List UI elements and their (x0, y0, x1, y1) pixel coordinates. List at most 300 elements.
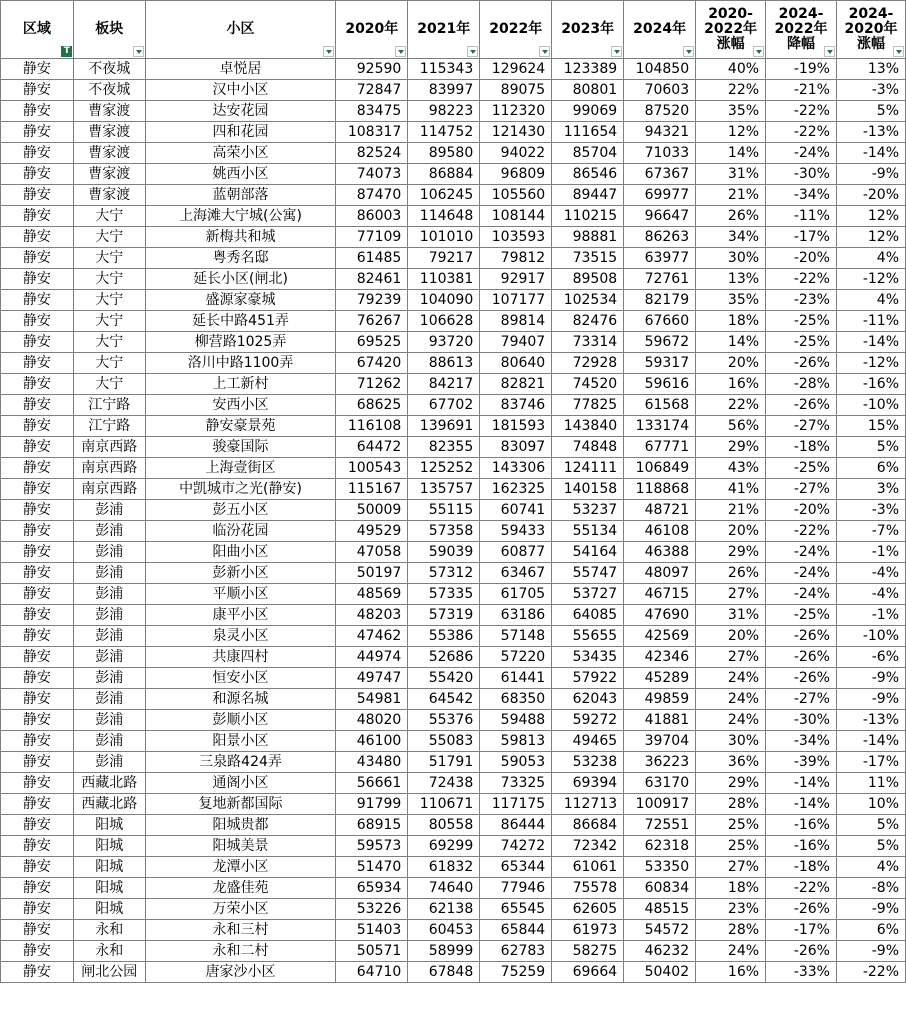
cell-y2022[interactable]: 105560 (480, 185, 552, 206)
filter-dropdown-icon[interactable] (323, 46, 334, 57)
cell-chg-2020-2022[interactable]: 21% (696, 500, 766, 521)
cell-community[interactable]: 阳城贵都 (145, 815, 336, 836)
cell-chg-2024-2022[interactable]: -19% (766, 59, 837, 80)
cell-sector[interactable]: 大宁 (73, 374, 145, 395)
cell-chg-2020-2022[interactable]: 25% (696, 815, 766, 836)
cell-y2021[interactable]: 80558 (408, 815, 480, 836)
cell-y2024[interactable]: 133174 (624, 416, 696, 437)
cell-y2020[interactable]: 91799 (336, 794, 408, 815)
cell-y2020[interactable]: 116108 (336, 416, 408, 437)
cell-chg-2024-2020[interactable]: -1% (836, 605, 905, 626)
cell-sector[interactable]: 曹家渡 (73, 185, 145, 206)
cell-chg-2020-2022[interactable]: 26% (696, 206, 766, 227)
cell-y2022[interactable]: 57220 (480, 647, 552, 668)
cell-chg-2024-2022[interactable]: -25% (766, 311, 837, 332)
filter-dropdown-icon[interactable] (893, 46, 904, 57)
cell-y2020[interactable]: 49529 (336, 521, 408, 542)
filter-dropdown-icon[interactable] (467, 46, 478, 57)
cell-y2021[interactable]: 55386 (408, 626, 480, 647)
cell-y2024[interactable]: 70603 (624, 80, 696, 101)
cell-y2024[interactable]: 67367 (624, 164, 696, 185)
cell-chg-2024-2022[interactable]: -14% (766, 794, 837, 815)
cell-y2023[interactable]: 89447 (552, 185, 624, 206)
cell-sector[interactable]: 彭浦 (73, 542, 145, 563)
cell-y2023[interactable]: 82476 (552, 311, 624, 332)
cell-y2022[interactable]: 117175 (480, 794, 552, 815)
cell-chg-2024-2022[interactable]: -28% (766, 374, 837, 395)
cell-chg-2024-2020[interactable]: -14% (836, 731, 905, 752)
cell-y2022[interactable]: 73325 (480, 773, 552, 794)
cell-community[interactable]: 龙盛佳苑 (145, 878, 336, 899)
cell-chg-2020-2022[interactable]: 25% (696, 836, 766, 857)
cell-district[interactable]: 静安 (1, 164, 74, 185)
cell-y2022[interactable]: 89075 (480, 80, 552, 101)
cell-y2020[interactable]: 74073 (336, 164, 408, 185)
cell-chg-2020-2022[interactable]: 35% (696, 290, 766, 311)
cell-y2023[interactable]: 123389 (552, 59, 624, 80)
cell-y2023[interactable]: 59272 (552, 710, 624, 731)
cell-sector[interactable]: 阳城 (73, 836, 145, 857)
cell-sector[interactable]: 曹家渡 (73, 122, 145, 143)
cell-y2020[interactable]: 49747 (336, 668, 408, 689)
cell-chg-2024-2022[interactable]: -23% (766, 290, 837, 311)
cell-y2020[interactable]: 92590 (336, 59, 408, 80)
cell-district[interactable]: 静安 (1, 500, 74, 521)
cell-chg-2024-2020[interactable]: 12% (836, 227, 905, 248)
cell-y2022[interactable]: 68350 (480, 689, 552, 710)
cell-district[interactable]: 静安 (1, 479, 74, 500)
filter-dropdown-icon[interactable] (824, 46, 835, 57)
cell-y2023[interactable]: 61061 (552, 857, 624, 878)
cell-chg-2020-2022[interactable]: 26% (696, 563, 766, 584)
cell-district[interactable]: 静安 (1, 206, 74, 227)
cell-chg-2024-2020[interactable]: 12% (836, 206, 905, 227)
cell-chg-2024-2022[interactable]: -22% (766, 521, 837, 542)
cell-sector[interactable]: 大宁 (73, 332, 145, 353)
cell-chg-2024-2020[interactable]: -14% (836, 332, 905, 353)
cell-chg-2024-2022[interactable]: -18% (766, 857, 837, 878)
cell-y2022[interactable]: 74272 (480, 836, 552, 857)
cell-district[interactable]: 静安 (1, 962, 74, 983)
cell-chg-2024-2020[interactable]: 3% (836, 479, 905, 500)
cell-y2023[interactable]: 55134 (552, 521, 624, 542)
cell-y2020[interactable]: 68915 (336, 815, 408, 836)
cell-y2020[interactable]: 82461 (336, 269, 408, 290)
cell-y2021[interactable]: 88613 (408, 353, 480, 374)
cell-sector[interactable]: 不夜城 (73, 80, 145, 101)
cell-district[interactable]: 静安 (1, 752, 74, 773)
cell-y2023[interactable]: 58275 (552, 941, 624, 962)
cell-community[interactable]: 龙潭小区 (145, 857, 336, 878)
cell-chg-2020-2022[interactable]: 34% (696, 227, 766, 248)
cell-chg-2020-2022[interactable]: 24% (696, 941, 766, 962)
cell-chg-2024-2020[interactable]: -4% (836, 563, 905, 584)
cell-chg-2024-2022[interactable]: -16% (766, 815, 837, 836)
cell-chg-2020-2022[interactable]: 24% (696, 668, 766, 689)
cell-sector[interactable]: 西藏北路 (73, 794, 145, 815)
cell-chg-2024-2020[interactable]: -16% (836, 374, 905, 395)
cell-chg-2020-2022[interactable]: 27% (696, 647, 766, 668)
cell-y2024[interactable]: 46108 (624, 521, 696, 542)
cell-y2021[interactable]: 115343 (408, 59, 480, 80)
cell-y2020[interactable]: 47058 (336, 542, 408, 563)
cell-chg-2020-2022[interactable]: 27% (696, 857, 766, 878)
cell-community[interactable]: 平顺小区 (145, 584, 336, 605)
cell-chg-2024-2022[interactable]: -25% (766, 332, 837, 353)
cell-y2022[interactable]: 62783 (480, 941, 552, 962)
cell-chg-2024-2020[interactable]: -13% (836, 122, 905, 143)
cell-y2020[interactable]: 56661 (336, 773, 408, 794)
cell-chg-2020-2022[interactable]: 31% (696, 605, 766, 626)
cell-district[interactable]: 静安 (1, 878, 74, 899)
cell-y2022[interactable]: 80640 (480, 353, 552, 374)
cell-chg-2024-2022[interactable]: -26% (766, 941, 837, 962)
cell-chg-2020-2022[interactable]: 16% (696, 374, 766, 395)
cell-y2024[interactable]: 82179 (624, 290, 696, 311)
cell-chg-2020-2022[interactable]: 23% (696, 899, 766, 920)
cell-y2024[interactable]: 67660 (624, 311, 696, 332)
cell-community[interactable]: 中凯城市之光(静安) (145, 479, 336, 500)
cell-y2023[interactable]: 53237 (552, 500, 624, 521)
cell-chg-2024-2022[interactable]: -26% (766, 626, 837, 647)
cell-district[interactable]: 静安 (1, 101, 74, 122)
cell-chg-2024-2022[interactable]: -34% (766, 731, 837, 752)
cell-chg-2020-2022[interactable]: 41% (696, 479, 766, 500)
cell-district[interactable]: 静安 (1, 59, 74, 80)
cell-district[interactable]: 静安 (1, 773, 74, 794)
cell-community[interactable]: 泉灵小区 (145, 626, 336, 647)
cell-chg-2024-2022[interactable]: -22% (766, 101, 837, 122)
cell-sector[interactable]: 曹家渡 (73, 164, 145, 185)
cell-sector[interactable]: 不夜城 (73, 59, 145, 80)
cell-community[interactable]: 姚西小区 (145, 164, 336, 185)
cell-community[interactable]: 延长中路451弄 (145, 311, 336, 332)
cell-chg-2024-2020[interactable]: -3% (836, 500, 905, 521)
cell-district[interactable]: 静安 (1, 584, 74, 605)
cell-chg-2020-2022[interactable]: 43% (696, 458, 766, 479)
cell-y2021[interactable]: 57319 (408, 605, 480, 626)
cell-y2022[interactable]: 83097 (480, 437, 552, 458)
cell-district[interactable]: 静安 (1, 353, 74, 374)
cell-y2021[interactable]: 52686 (408, 647, 480, 668)
cell-y2024[interactable]: 100917 (624, 794, 696, 815)
cell-community[interactable]: 静安豪景苑 (145, 416, 336, 437)
cell-chg-2024-2020[interactable]: 15% (836, 416, 905, 437)
cell-y2021[interactable]: 72438 (408, 773, 480, 794)
cell-y2021[interactable]: 104090 (408, 290, 480, 311)
cell-y2020[interactable]: 54981 (336, 689, 408, 710)
cell-community[interactable]: 三泉路424弄 (145, 752, 336, 773)
cell-sector[interactable]: 江宁路 (73, 416, 145, 437)
cell-chg-2024-2022[interactable]: -22% (766, 878, 837, 899)
cell-y2024[interactable]: 96647 (624, 206, 696, 227)
cell-sector[interactable]: 曹家渡 (73, 101, 145, 122)
cell-y2020[interactable]: 50197 (336, 563, 408, 584)
cell-y2022[interactable]: 92917 (480, 269, 552, 290)
cell-sector[interactable]: 彭浦 (73, 731, 145, 752)
cell-y2024[interactable]: 53350 (624, 857, 696, 878)
cell-district[interactable]: 静安 (1, 563, 74, 584)
cell-y2020[interactable]: 82524 (336, 143, 408, 164)
cell-chg-2020-2022[interactable]: 29% (696, 773, 766, 794)
cell-chg-2024-2020[interactable]: -20% (836, 185, 905, 206)
cell-chg-2020-2022[interactable]: 27% (696, 584, 766, 605)
cell-y2021[interactable]: 55420 (408, 668, 480, 689)
cell-chg-2024-2022[interactable]: -33% (766, 962, 837, 983)
cell-y2023[interactable]: 73314 (552, 332, 624, 353)
cell-chg-2020-2022[interactable]: 12% (696, 122, 766, 143)
cell-sector[interactable]: 曹家渡 (73, 143, 145, 164)
cell-sector[interactable]: 彭浦 (73, 710, 145, 731)
cell-community[interactable]: 达安花园 (145, 101, 336, 122)
cell-chg-2020-2022[interactable]: 14% (696, 143, 766, 164)
cell-y2022[interactable]: 75259 (480, 962, 552, 983)
cell-chg-2020-2022[interactable]: 40% (696, 59, 766, 80)
cell-y2024[interactable]: 67771 (624, 437, 696, 458)
filter-dropdown-icon[interactable] (683, 46, 694, 57)
cell-chg-2024-2022[interactable]: -20% (766, 500, 837, 521)
cell-chg-2024-2020[interactable]: 11% (836, 773, 905, 794)
cell-y2022[interactable]: 79812 (480, 248, 552, 269)
cell-community[interactable]: 共康四村 (145, 647, 336, 668)
cell-y2022[interactable]: 63467 (480, 563, 552, 584)
cell-sector[interactable]: 阳城 (73, 857, 145, 878)
cell-chg-2024-2020[interactable]: -13% (836, 710, 905, 731)
cell-community[interactable]: 彭新小区 (145, 563, 336, 584)
cell-chg-2020-2022[interactable]: 30% (696, 248, 766, 269)
cell-chg-2024-2020[interactable]: 4% (836, 248, 905, 269)
cell-y2021[interactable]: 51791 (408, 752, 480, 773)
cell-y2020[interactable]: 47462 (336, 626, 408, 647)
cell-district[interactable]: 静安 (1, 143, 74, 164)
cell-y2023[interactable]: 69664 (552, 962, 624, 983)
cell-chg-2024-2022[interactable]: -22% (766, 122, 837, 143)
cell-sector[interactable]: 永和 (73, 941, 145, 962)
cell-district[interactable]: 静安 (1, 80, 74, 101)
cell-chg-2024-2020[interactable]: -6% (836, 647, 905, 668)
cell-y2021[interactable]: 62138 (408, 899, 480, 920)
cell-chg-2024-2022[interactable]: -20% (766, 248, 837, 269)
cell-y2021[interactable]: 64542 (408, 689, 480, 710)
cell-sector[interactable]: 彭浦 (73, 689, 145, 710)
cell-y2021[interactable]: 60453 (408, 920, 480, 941)
cell-community[interactable]: 临汾花园 (145, 521, 336, 542)
cell-chg-2024-2020[interactable]: 4% (836, 290, 905, 311)
cell-y2022[interactable]: 60741 (480, 500, 552, 521)
cell-sector[interactable]: 彭浦 (73, 752, 145, 773)
cell-y2021[interactable]: 67702 (408, 395, 480, 416)
cell-y2024[interactable]: 48721 (624, 500, 696, 521)
cell-chg-2024-2022[interactable]: -24% (766, 563, 837, 584)
cell-chg-2020-2022[interactable]: 20% (696, 521, 766, 542)
cell-district[interactable]: 静安 (1, 710, 74, 731)
cell-y2020[interactable]: 51403 (336, 920, 408, 941)
cell-sector[interactable]: 江宁路 (73, 395, 145, 416)
cell-y2022[interactable]: 63186 (480, 605, 552, 626)
filter-dropdown-icon[interactable] (395, 46, 406, 57)
cell-y2024[interactable]: 46388 (624, 542, 696, 563)
cell-y2020[interactable]: 51470 (336, 857, 408, 878)
cell-chg-2024-2020[interactable]: 5% (836, 437, 905, 458)
cell-y2024[interactable]: 39704 (624, 731, 696, 752)
cell-sector[interactable]: 大宁 (73, 227, 145, 248)
cell-y2024[interactable]: 106849 (624, 458, 696, 479)
cell-sector[interactable]: 闸北公园 (73, 962, 145, 983)
cell-chg-2024-2022[interactable]: -26% (766, 353, 837, 374)
cell-y2021[interactable]: 55115 (408, 500, 480, 521)
cell-community[interactable]: 复地新都国际 (145, 794, 336, 815)
cell-y2020[interactable]: 86003 (336, 206, 408, 227)
cell-y2022[interactable]: 59488 (480, 710, 552, 731)
cell-y2023[interactable]: 99069 (552, 101, 624, 122)
cell-y2024[interactable]: 42569 (624, 626, 696, 647)
cell-y2020[interactable]: 77109 (336, 227, 408, 248)
cell-chg-2024-2020[interactable]: 6% (836, 920, 905, 941)
cell-chg-2020-2022[interactable]: 31% (696, 164, 766, 185)
cell-chg-2020-2022[interactable]: 14% (696, 332, 766, 353)
cell-y2021[interactable]: 98223 (408, 101, 480, 122)
cell-y2022[interactable]: 77946 (480, 878, 552, 899)
cell-y2020[interactable]: 72847 (336, 80, 408, 101)
cell-y2021[interactable]: 57335 (408, 584, 480, 605)
cell-y2023[interactable]: 124111 (552, 458, 624, 479)
cell-y2024[interactable]: 94321 (624, 122, 696, 143)
cell-y2020[interactable]: 65934 (336, 878, 408, 899)
cell-y2021[interactable]: 79217 (408, 248, 480, 269)
cell-y2022[interactable]: 65344 (480, 857, 552, 878)
cell-district[interactable]: 静安 (1, 185, 74, 206)
cell-district[interactable]: 静安 (1, 395, 74, 416)
cell-y2022[interactable]: 82821 (480, 374, 552, 395)
cell-chg-2020-2022[interactable]: 24% (696, 689, 766, 710)
cell-sector[interactable]: 彭浦 (73, 626, 145, 647)
cell-sector[interactable]: 彭浦 (73, 668, 145, 689)
cell-y2023[interactable]: 69394 (552, 773, 624, 794)
filter-dropdown-icon[interactable] (133, 46, 144, 57)
cell-chg-2020-2022[interactable]: 20% (696, 353, 766, 374)
cell-y2024[interactable]: 48097 (624, 563, 696, 584)
filter-dropdown-icon[interactable] (611, 46, 622, 57)
cell-district[interactable]: 静安 (1, 605, 74, 626)
cell-chg-2020-2022[interactable]: 22% (696, 80, 766, 101)
cell-district[interactable]: 静安 (1, 836, 74, 857)
cell-district[interactable]: 静安 (1, 542, 74, 563)
cell-community[interactable]: 延长小区(闸北) (145, 269, 336, 290)
cell-y2021[interactable]: 67848 (408, 962, 480, 983)
cell-district[interactable]: 静安 (1, 521, 74, 542)
cell-chg-2020-2022[interactable]: 22% (696, 395, 766, 416)
cell-chg-2020-2022[interactable]: 29% (696, 542, 766, 563)
cell-district[interactable]: 静安 (1, 920, 74, 941)
cell-district[interactable]: 静安 (1, 941, 74, 962)
cell-community[interactable]: 阳景小区 (145, 731, 336, 752)
cell-district[interactable]: 静安 (1, 458, 74, 479)
cell-y2022[interactable]: 103593 (480, 227, 552, 248)
cell-community[interactable]: 阳曲小区 (145, 542, 336, 563)
cell-district[interactable]: 静安 (1, 416, 74, 437)
cell-chg-2024-2020[interactable]: -12% (836, 269, 905, 290)
cell-y2023[interactable]: 75578 (552, 878, 624, 899)
cell-y2023[interactable]: 53238 (552, 752, 624, 773)
cell-community[interactable]: 永和二村 (145, 941, 336, 962)
cell-y2020[interactable]: 115167 (336, 479, 408, 500)
cell-chg-2024-2020[interactable]: -14% (836, 143, 905, 164)
cell-y2024[interactable]: 46232 (624, 941, 696, 962)
cell-district[interactable]: 静安 (1, 290, 74, 311)
cell-chg-2024-2022[interactable]: -27% (766, 416, 837, 437)
cell-y2024[interactable]: 60834 (624, 878, 696, 899)
cell-chg-2024-2020[interactable]: -1% (836, 542, 905, 563)
cell-chg-2024-2020[interactable]: -9% (836, 164, 905, 185)
cell-y2022[interactable]: 60877 (480, 542, 552, 563)
cell-sector[interactable]: 彭浦 (73, 584, 145, 605)
cell-community[interactable]: 彭五小区 (145, 500, 336, 521)
cell-community[interactable]: 康平小区 (145, 605, 336, 626)
cell-sector[interactable]: 南京西路 (73, 479, 145, 500)
cell-y2022[interactable]: 112320 (480, 101, 552, 122)
cell-district[interactable]: 静安 (1, 332, 74, 353)
cell-chg-2024-2022[interactable]: -27% (766, 689, 837, 710)
cell-y2024[interactable]: 59616 (624, 374, 696, 395)
cell-y2020[interactable]: 43480 (336, 752, 408, 773)
cell-y2022[interactable]: 59053 (480, 752, 552, 773)
cell-y2023[interactable]: 80801 (552, 80, 624, 101)
cell-chg-2024-2022[interactable]: -34% (766, 185, 837, 206)
cell-y2023[interactable]: 74520 (552, 374, 624, 395)
cell-y2022[interactable]: 143306 (480, 458, 552, 479)
cell-y2022[interactable]: 57148 (480, 626, 552, 647)
cell-y2021[interactable]: 69299 (408, 836, 480, 857)
cell-chg-2024-2020[interactable]: -4% (836, 584, 905, 605)
cell-chg-2024-2022[interactable]: -17% (766, 920, 837, 941)
cell-y2021[interactable]: 57312 (408, 563, 480, 584)
cell-chg-2024-2020[interactable]: -7% (836, 521, 905, 542)
cell-y2021[interactable]: 83997 (408, 80, 480, 101)
cell-sector[interactable]: 彭浦 (73, 647, 145, 668)
cell-y2023[interactable]: 72342 (552, 836, 624, 857)
cell-district[interactable]: 静安 (1, 227, 74, 248)
cell-community[interactable]: 卓悦居 (145, 59, 336, 80)
cell-y2023[interactable]: 143840 (552, 416, 624, 437)
cell-y2022[interactable]: 59813 (480, 731, 552, 752)
cell-chg-2024-2020[interactable]: -17% (836, 752, 905, 773)
cell-y2023[interactable]: 53727 (552, 584, 624, 605)
cell-y2024[interactable]: 42346 (624, 647, 696, 668)
cell-community[interactable]: 上海滩大宁城(公寓) (145, 206, 336, 227)
cell-y2020[interactable]: 79239 (336, 290, 408, 311)
cell-y2023[interactable]: 62605 (552, 899, 624, 920)
cell-y2023[interactable]: 57922 (552, 668, 624, 689)
cell-y2024[interactable]: 61568 (624, 395, 696, 416)
cell-y2024[interactable]: 63977 (624, 248, 696, 269)
filter-dropdown-icon[interactable] (539, 46, 550, 57)
cell-y2022[interactable]: 129624 (480, 59, 552, 80)
cell-y2024[interactable]: 59317 (624, 353, 696, 374)
cell-y2022[interactable]: 83746 (480, 395, 552, 416)
cell-y2024[interactable]: 49859 (624, 689, 696, 710)
cell-y2023[interactable]: 86684 (552, 815, 624, 836)
cell-chg-2024-2020[interactable]: 4% (836, 857, 905, 878)
cell-y2022[interactable]: 61705 (480, 584, 552, 605)
cell-chg-2024-2020[interactable]: -9% (836, 668, 905, 689)
cell-sector[interactable]: 大宁 (73, 290, 145, 311)
cell-y2022[interactable]: 107177 (480, 290, 552, 311)
cell-y2021[interactable]: 139691 (408, 416, 480, 437)
cell-y2024[interactable]: 50402 (624, 962, 696, 983)
cell-community[interactable]: 四和花园 (145, 122, 336, 143)
cell-y2024[interactable]: 47690 (624, 605, 696, 626)
cell-y2020[interactable]: 59573 (336, 836, 408, 857)
